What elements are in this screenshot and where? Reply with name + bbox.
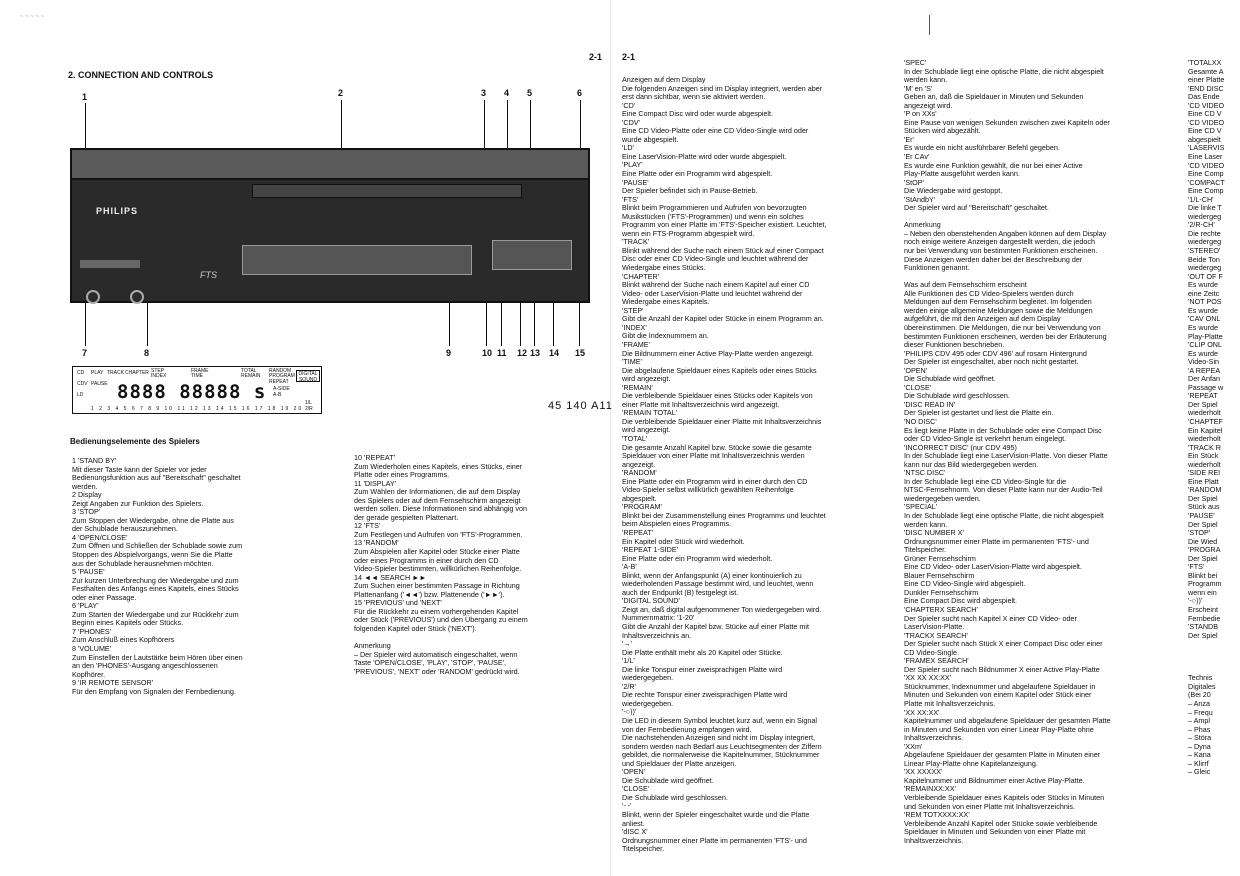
lcd-label-track: TRACK: [107, 370, 124, 376]
callout-line: [534, 300, 535, 346]
lcd-label-random: RANDOM: [269, 368, 292, 374]
section-title: 2. CONNECTION AND CONTROLS: [68, 70, 214, 80]
controls-title: Bedienungselemente des Spielers: [70, 437, 200, 446]
callout-14: 14: [549, 348, 560, 358]
digital-sound-box: DIGITAL SOUND: [296, 370, 320, 382]
lcd-label-a-side: A-SIDE: [273, 386, 290, 392]
callout-2: 2: [338, 88, 344, 98]
volume-knob: [130, 290, 144, 304]
callout-10: 10: [482, 348, 493, 358]
lcd-label-2r: 2/R: [305, 406, 313, 412]
callout-8: 8: [144, 348, 150, 358]
player-lid: [72, 150, 588, 180]
lcd-label-remain: REMAIN: [241, 373, 261, 379]
callout-13: 13: [530, 348, 541, 358]
callout-12: 12: [517, 348, 528, 358]
lcd-label-total: TOTAL: [241, 368, 257, 374]
fts-label: FTS: [200, 270, 217, 280]
page-fold: [610, 0, 611, 876]
lcd-number-matrix: 1 2 3 4 5 6 7 8 9 10 11 12 13 14 15 16 17 18 19 20: [91, 406, 304, 412]
lcd-label-time: TIME: [191, 373, 203, 379]
callout-5: 5: [527, 88, 533, 98]
lcd-label-repeat: REPEAT: [269, 379, 289, 385]
lcd-segments: 8888 88888 s: [117, 381, 267, 403]
callout-4: 4: [504, 88, 510, 98]
phones-jack: [86, 290, 100, 304]
callout-9: 9: [446, 348, 452, 358]
lcd-label-a-b: A-B: [273, 392, 282, 398]
callout-line: [486, 300, 487, 346]
player-illustration: [70, 148, 590, 303]
callout-6: 6: [577, 88, 583, 98]
lcd-label-cdv: CDV: [77, 381, 88, 387]
page-number-left: 2-1: [589, 52, 603, 62]
lcd-label-ld: LD: [77, 392, 84, 398]
lcd-label-play: PLAY: [91, 370, 104, 376]
player-display: [242, 245, 472, 275]
controls-list-2: 10 'REPEAT' Zum Wiederholen eines Kapitels, eines Stücks, einer Platte oder eines Programms. 11 'DISPLAY' Zum Wählen der Informationen, die auf dem Display des Spielers oder auf dem Fernsehschirm angezeigt werden sollen. Diese Informationen sind abhängig von der gerade gespielten Plattenart. 12 'FTS' Zum Festlegen und Aufrufen von 'FTS'-Programmen. 13 'RANDOM' Zum Abspielen aller Kapitel oder Stücke einer Platte oder eines Programms in einer durch den CD Video-Spieler bestimmten, willkürlichen Reihenfolge. 14 ◄◄ SEARCH ►► Zum Suchen einer bestimmten Passage in Richtung Plattenanfang ('◄◄') bzw. Plattenende ('►►'). 15 'PREVIOUS' und 'NEXT' Für die Rückkehr zu einem vorhergehenden Kapitel oder Stück ('PREVIOUS') und den Übergang zu einem folgenden Kapitel oder Stück ('NEXT'). Anmerkung – Der Spieler wird automatisch eingeschaltet, wenn Taste 'OPEN/CLOSE', 'PLAY', 'STOP', 'PAUSE', 'PREVIOUS', 'NEXT' oder 'RANDOM' gedrückt wird.: [354, 454, 528, 676]
callout-line: [85, 302, 86, 346]
display-diagram: [72, 366, 322, 414]
figure-id: 45 140 A11: [548, 400, 613, 412]
page-number-right: 2-1: [622, 52, 636, 62]
callout-line: [501, 300, 502, 346]
callout-1: 1: [82, 92, 88, 102]
callout-line: [85, 103, 86, 153]
disc-tray: [252, 184, 522, 198]
controls-list-1: 1 'STAND BY' Mit dieser Taste kann der Spieler vor jeder Bedienungsfunktion aus auf "Bereitschaft" geschaltet werden. 2 Display Zeigt Angaben zur Funktion des Spielers. 3 'STOP' Zum Stoppen der Wiedergabe, ohne die Platte aus der Schublade herauszunehmen. 4 'OPEN/CLOSE' Zum Öffnen und Schließen der Schublade sowie zum Stoppen des Abspielvorgangs, wenn Sie die Platte aus der Schublade herausnehmen möchten. 5 'PAUSE' Zur kurzen Unterbrechung der Wiedergabe und zum Festhalten des Anfangs eines Kapitels, eines Stücks oder einer Passage. 6 'PLAY' Zum Starten der Wiedergabe und zur Rückkehr zum Beginn eines Kapitels oder Stücks. 7 'PHONES' Zum Anschluß eines Kopfhörers 8 'VOLUME' Zum Einstellen der Lautstärke beim Hören über einen an den 'PHONES'-Ausgang angeschlossenen Kopfhörer. 9 'IR REMOTE SENSOR' Für den Empfang von Signalen der Fernbedienung.: [72, 457, 243, 696]
scan-marks: ~ ~ ~ ~ ~: [20, 14, 45, 20]
callout-line: [449, 300, 450, 346]
callout-line: [553, 300, 554, 346]
callout-7: 7: [82, 348, 88, 358]
tv-messages-text: 'SPEC' In der Schublade liegt eine optische Platte, die nicht abgespielt werden kann. 'M' en 'S' Geben an, daß die Spieldauer in Minuten und Sekunden angezeigt wird. 'P on XXs' Eine Pause von wenigen Sekunden zwischen zwei Kapiteln oder Stücken wird abgezählt. 'Er' Es wurde ein nicht ausführbarer Befehl gegeben. 'Er CAv' Es wurde eine Funktion gewählt, die nur bei einer Active Play-Platte ausgeführt werden kann. 'StOP' Die Wiedergabe wird gestoppt. 'StAndbY' Der Spieler wird auf "Bereitschaft" geschaltet. Anmerkung – Neben den obenstehenden Angaben können auf dem Display noch einige weitere Anzeigen dargestellt werden, die jedoch nur bei Verwendung von bestimmten Funktionen erscheinen. Diese Anzeigen werden daher bei der Beschreibung der Funktionen genannt. Was auf dem Fernsehschirm erscheint Alle Funktionen des CD Video-Spielers werden durch Meldungen auf dem Fernsehschirm begleitet. Im folgenden werden einige allgemeine Meldungen sowie die Meldungen aufgeführt, die mit den Anzeigen auf dem Display übereinstimmen. Die Meldungen, die nur bei Verwendung von bestimmten Funktionen erscheinen, werden bei der Erläuterung dieser Funktionen beschrieben. 'PHILIPS CDV 495 oder CDV 496' auf rosarn Hintergrund Der Spieler ist eingeschaltet, aber noch nicht gestartet. 'OPEN' Die Schublade wird geöffnet. 'CLOSE' Die Schublade wird geschlossen. 'DISC READ IN' Der Spieler ist gestartet und liest die Platte ein. 'NO DISC' Es liegt keine Platte in der Schublade oder eine Compact Disc oder CD Video-Single ist verkehrt herum eingelegt. 'INCORRECT DISC' (nur CDV 495) In der Schublade liegt eine LaserVision-Platte. Von dieser Platte kann nur das Bild wiedergegeben werden. 'NTSC DISC' In der Schublade liegt eine CD Video-Single für die NTSC-Fernsehnorm. Von dieser Platte kann nur der Audio-Teil wiedergegeben werden. 'SPECIAL' In der Schublade liegt eine optische Platte, die nicht abgespielt werden kann. 'DISC NUMBER X' Ordnungsnummer einer Platte im permanenten 'FTS'- und Titelspeicher. Grüner Fernsehschirm Eine CD Video- oder LaserVision-Platte wird abgespielt. Blauer Fernsehschirm Eine CD Video-Single wird abgespielt. Dunkler Fernsehschirm Eine Compact Disc wird abgespielt. 'CHAPTERX SEARCH' Der Spieler sucht nach Kapitel X einer CD Video- oder LaserVision-Platte. 'TRACKX SEARCH' Der Spieler sucht nach Stück X einer Compact Disc oder einer CD Video-Single. 'FRAMEX SEARCH' Der Spieler sucht nach Bildnummer X einer Active Play-Platte 'XX XX XX:XX' Stücknummer, Indexnummer und abgelaufene Spieldauer in Minuten und Sekunden von einem Kapitel oder Stück einer Platte mit Inhaltsverzeichnis. 'XX XX:XX' Kapitelnummer und abgelaufene Spieldauer der gesamten Platte in Minuten und Sekunden von einer Linear Play-Platte ohne Inhaltsverzeichnis. 'XXm' Abgelaufene Spieldauer der gesamten Platte in Minuten einer Linear Play-Platte ohne Kapitelanzeigung. 'XX XXXXX' Kapitelnummer und Bildnummer einer Active Play-Platte. 'REMAINXX:XX' Verbleibende Spieldauer eines Kapitels oder Stücks in Minuten und Sekunden von einer Platte mit Inhaltsverzeichnis. 'REM TOTXXXX:XX' Verbleibende Anzahl Kapitel oder Stücke sowie verbleibende Spieldauer in Minuten und Sekunden von einer Platte mit Inhaltsverzeichnis.: [904, 59, 1111, 845]
callout-3: 3: [481, 88, 487, 98]
brand-logo: PHILIPS: [96, 206, 139, 216]
callout-line: [579, 300, 580, 346]
standby-strip: [80, 260, 140, 268]
callout-15: 15: [575, 348, 586, 358]
callout-11: 11: [497, 348, 507, 358]
lcd-label-1l: 1/L: [305, 400, 312, 406]
lcd-label-step: STEP: [151, 368, 165, 374]
cropped-column-text: 'TOTALXX Gesamte A einer Platte 'END DISC Das Ende 'CD VIDEO Eine CD V 'CD VIDEO Eine CD V abgespielt 'LASERVIS Eine Laser 'CD VIDEO Eine Comp 'COMPACT Eine Comp '1/L-CH' Die linke T wiedergeg '2/R-CH' Die rechte wiedergeg 'STEREO' Beide Ton wiedergeg 'OUT OF F Es wurde eine Zeitc 'NOT POS Es wurde 'CAV ONL Es wurde Play-Platte 'CLIP ONL Es wurde Video-Sin 'A REPEA Der Anfan Passage w 'REPEAT Der Spiel wiederholt 'CHAPTEF Ein Kapitel wiederholt 'TRACK R Ein Stück wiederholt 'SIDE REI Eine Platt 'RANDOM Der Spiel Stück aus 'PAUSE' Der Spiel 'STOP' Die Wied 'PROGRA Der Spiel 'FTS' Blinkt bei Programm wenn ein '-○))' Erscheint Fernbedie 'STANDB Der Spiel Technis Digitales (Bei 20 – Anza – Frequ – Ampl – Phas – Störa – Dyna – Kana – Klirrf – Gleic: [1188, 59, 1225, 777]
lcd-label-index: INDEX: [151, 373, 167, 379]
display-indications-text: Anzeigen auf dem Display Die folgenden Anzeigen sind im Display integriert, werden aber erst dann sichtbar, wenn sie aktiviert werden. 'CD' Eine Compact Disc wird oder wurde abgespielt. 'CDV' Eine CD Video-Platte oder eine CD Video-Single wird oder wurde abgespielt. 'LD' Eine LaserVision-Platte wird oder wurde abgespielt. 'PLAY' Eine Platte oder ein Programm wird abgespielt. 'PAUSE' Der Spieler befindet sich in Pause-Betrieb. 'FTS' Blinkt beim Programmieren und Aufrufen von bevorzugten Musikstücken ('FTS'-Programmen) und wenn ein solches Programm von einer Platte im 'FTS'-Speicher existiert. Leuchtet, wenn ein FTS-Programm abgespielt wird. 'TRACK' Blinkt während der Suche nach einem Stück auf einer Compact Disc oder einer CD Video-Single und leuchtet während der Wiedergabe eines Stücks. 'CHAPTER' Blinkt während der Suche nach einem Kapitel auf einer CD Video- oder LaserVision-Platte und leuchtet während der Wiedergabe eines Kapitels. 'STEP' Gibt die Anzahl der Kapitel oder Stücke in einem Programm an. 'INDEX' Gibt die Indexnummern an. 'FRAME' Die Bildnummern einer Active Play-Platte werden angezeigt. 'TIME' Die abgelaufene Spieldauer eines Kapitels oder eines Stücks wird angezeigt. 'REMAIN' Die verbleibende Spieldauer eines Stücks oder Kapitels von einer Platte mit Inhaltsverzeichnis wird angezeigt. 'REMAIN TOTAL' Die verbleibende Spieldauer einer Platte mit Inhaltsverzeichnis wird angezeigt. 'TOTAL' Die gesamte Anzahl Kapitel bzw. Stücke sowie die gesamte Spieldauer von einer Platte mit Inhaltsverzeichnis werden angezeigt. 'RANDOM' Eine Platte oder ein Programm wird in einer durch den CD Video-Spieler selbst willkürlich gewählten Reihenfolge abgespielt. 'PROGRAM' Blinkt bei der Zusammenstellung eines Programms und leuchtet beim Abspielen eines Programms. 'REPEAT' Ein Kapitel oder Stück wird wiederholt. 'REPEAT 1-SIDE' Eine Platte oder ein Programm wird wiederholt. 'A-B' Blinkt, wenn der Anfangspunkt (A) einer kontinuierlich zu wiederholenden Passage bestimmt wird, und leuchtet, wenn auch der Endpunkt (B) festgelegt ist. 'DIGITAL SOUND' Zeigt an, daß digital aufgenommener Ton wiedergegeben wird. Nummernmatrix: '1-20' Gibt die Anzahl der Kapitel bzw. Stücke auf einer Platte mit Inhaltsverzeichnis an. '→' Die Platte enthält mehr als 20 Kapitel oder Stücke. '1/L' Die linke Tonspur einer zweisprachigen Platte wird wiedergegeben. '2/R' Die rechte Tonspur einer zweisprachigen Platte wird wiedergegeben. '-○))' Die LED in diesem Symbol leuchtet kurz auf, wenn ein Signal von der Fernbedienung empfangen wird. Die nachstehenden Anzeigen sind nicht im Display integriert, sondern werden nach Bedarf aus Leuchtsegmenten der Ziffern gebildet, die normalerweise die Kapitelnummer, Stücknummer und Spieldauer der Platte anzeigen. 'OPEN' Die Schublade wird geöffnet. 'CLOSE' Die Schublade wird geschlossen. '- -' Blinkt, wenn der Spieler eingeschaltet wurde und die Platte anliest. 'dISC X' Ordnungsnummer einer Platte im permanenten 'FTS'- und Titelspeicher.: [622, 76, 827, 854]
player-buttons: [492, 240, 572, 270]
lcd-label-frame: FRAME: [191, 368, 209, 374]
scan-dash: [929, 15, 930, 35]
lcd-label-program: PROGRAM: [269, 373, 295, 379]
callout-line: [520, 300, 521, 346]
lcd-label-chapter: CHAPTER: [125, 370, 149, 376]
callout-line: [147, 302, 148, 346]
lcd-label-cd: CD: [77, 370, 85, 376]
lcd-label-pause: PAUSE: [91, 381, 108, 387]
